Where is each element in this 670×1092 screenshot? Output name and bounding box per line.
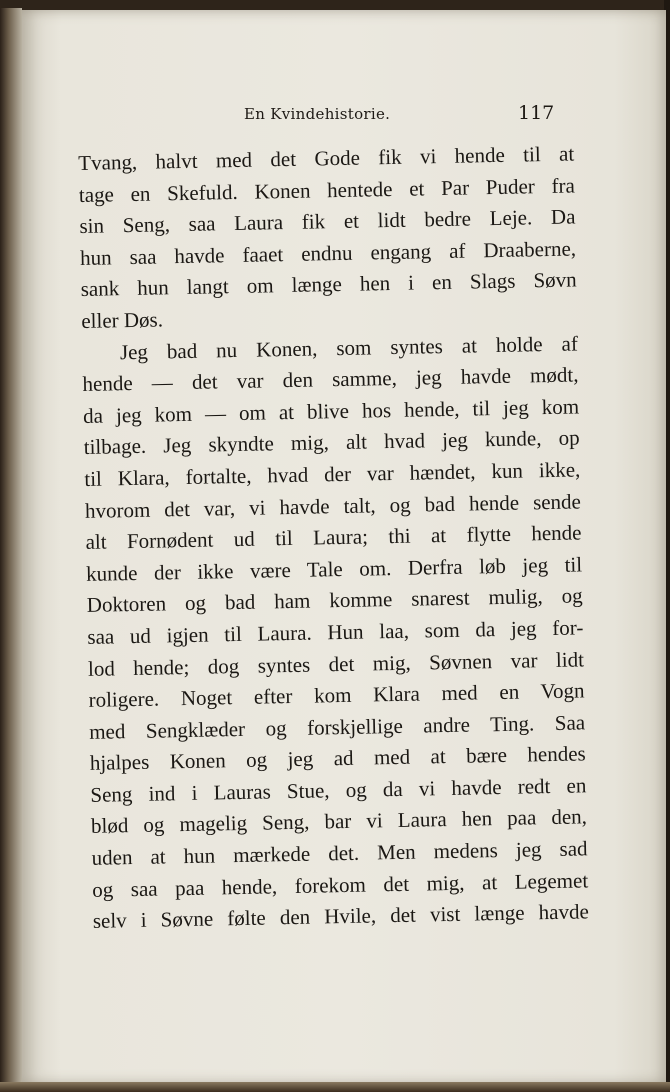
text-line: saa ud igjen til Laura. Hun laa, som da jeg for- [87,615,584,649]
text-line: hende — det var den samme, jeg havde mødt, [82,362,579,397]
text-line: og saa paa hende, forekom det mig, at Legemet [92,867,589,902]
running-title: En Kvindehistorie. [244,105,391,123]
running-head [22,102,666,126]
page-number: 117 [518,102,555,124]
text-line: hun saa havde faaet endnu engang af Draaberne, [79,236,577,270]
text-line: selv i Søvne følte den Hvile, det vist længe havde [92,899,589,934]
text-line: tilbage. Jeg skyndte mig, alt hvad jeg kunde, op [83,425,580,460]
text-line: da jeg kom — om at blive hos hende, til jeg kom [82,394,580,428]
text-line: Doktoren og bad ham komme snarest mulig, og [86,583,583,618]
text-line: Tvang, halvt med det Gode fik vi hende til at [78,141,575,175]
text-line: alt Fornødent ud til Laura; thi at flytte hende [85,520,582,555]
text-line: sin Seng, saa Laura fik et lidt bedre Leje. Da [79,204,576,239]
body-text [78,138,589,937]
book-page [22,10,666,1084]
text-line: hjalpes Konen og jeg ad med at bære hendes [89,741,586,776]
text-line: lod hende; dog syntes det mig, Søvnen var lidt [87,646,585,681]
text-line: kunde der ikke være Tale om. Derfra løb jeg til [85,552,583,586]
text-line: Jeg bad nu Konen, som syntes at holde af [119,331,579,364]
text-line: eller Døs. [81,307,164,333]
text-line: Seng ind i Lauras Stue, og da vi havde redt en [90,773,587,807]
text-line: med Sengklæder og forskjellige andre Ting. Saa [88,710,586,744]
text-line: hvorom det var, vi havde talt, og bad hende sende [84,488,582,523]
text-line: blød og magelig Seng, bar vi Laura hen paa den, [90,804,588,839]
text-line: sank hun langt om længe hen i en Slags Søvn [80,267,577,302]
book-gutter [0,8,22,1088]
text-line: tage en Skefuld. Konen hentede et Par Puder fra [78,173,576,207]
text-line: uden at hun mærkede det. Men medens jeg sad [91,836,588,870]
text-line: til Klara, fortalte, hvad der var hændet, kun ikke, [84,457,581,491]
text-line: roligere. Noget efter kom Klara med en Vogn [88,678,585,712]
page-bottom-edge [0,1082,670,1092]
